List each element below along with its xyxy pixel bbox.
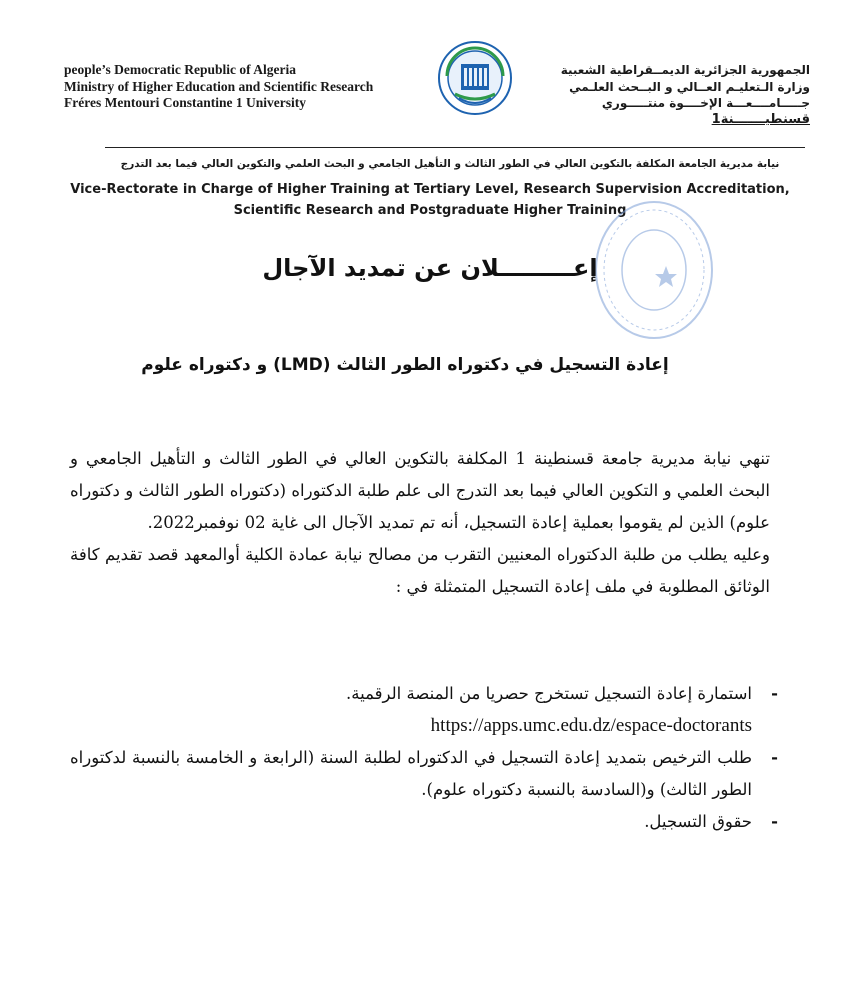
header-english	[64, 62, 373, 112]
country-name-en: people’s Democratic Republic of Algeria	[64, 62, 296, 77]
university-name-ar: جـــــامــــعـــة الإخــــوة منتـــــوري	[601, 96, 810, 110]
vice-rectorate-en: Vice-Rectorate in Charge of Higher Training at Tertiary Level, Research Supervision Accreditation, Scientific Research and Postgraduate Higher Training	[70, 182, 790, 218]
requirements-list	[70, 678, 780, 838]
vice-rectorate-ar: نيابة مديرية الجامعة المكلفة بالتكوين العالي في الطور الثالث و التأهيل الجامعي و البحث العلمي والتكوين العالي فيما بعد التدرج	[120, 158, 780, 170]
header-arabic	[561, 62, 810, 128]
bullet-dash: -	[771, 812, 778, 831]
list-item-text: حقوق التسجيل.	[644, 812, 752, 831]
ministry-name-en: Ministry of Higher Education and Scientific Research	[64, 78, 374, 94]
bullet-dash: -	[771, 748, 778, 767]
body-paragraph-1: تنهي نيابة مديرية جامعة قسنطينة 1 المكلفة بالتكوين العالي في الطور الثالث و التأهيل الجامعي و البحث العلمي و التكوين العالي فيما بعد التدرج الى علم طلبة الدكتوراه (دكتوراه الطور الثالث و دكتوراه علوم) الذين لم يقوموا بعملية إعادة التسجيل، أنه تم تمديد الآجال الى غاية 02 نوفمبر2022.	[70, 449, 771, 532]
announcement-subtitle: إعادة التسجيل في دكتوراه الطور الثالث (LMD) و دكتوراه علوم	[141, 355, 669, 375]
announcement-body	[70, 443, 770, 603]
bullet-dash: -	[771, 684, 778, 703]
list-item	[70, 806, 780, 838]
list-item-text: استمارة إعادة التسجيل تستخرج حصريا من المنصة الرقمية.	[346, 684, 752, 703]
header-divider	[105, 147, 805, 148]
announcement-title: إعـــــــــلان عن تمديد الآجال	[262, 254, 598, 282]
body-paragraph-2: وعليه يطلب من طلبة الدكتوراه المعنيين التقرب من مصالح نيابة عمادة الكلية أوالمعهد قصد تقديم كافة الوثائق المطلوبة في ملف إعادة التسجيل المتمثلة في :	[70, 545, 770, 596]
university-name-en: Fréres Mentouri Constantine 1 University	[64, 95, 306, 110]
country-name-ar: الجمهورية الجزائرية الديمــقراطية الشعبية	[560, 63, 810, 77]
city-name-ar: قسنطيـــــــنة1	[711, 111, 810, 127]
ministry-name-ar: وزارة الـتعليـم العــالي و البــحث العلـمي	[569, 79, 810, 94]
list-item	[70, 678, 780, 742]
platform-link[interactable]: https://apps.umc.edu.dz/espace-doctorants	[430, 715, 752, 736]
list-item	[70, 742, 780, 806]
university-logo	[437, 40, 513, 116]
list-item-text: طلب الترخيص بتمديد إعادة التسجيل في الدكتوراه لطلبة السنة (الرابعة و الخامسة بالنسبة لدكتوراه الطور الثالث) و(السادسة بالنسبة دكتوراه علوم).	[70, 748, 752, 799]
